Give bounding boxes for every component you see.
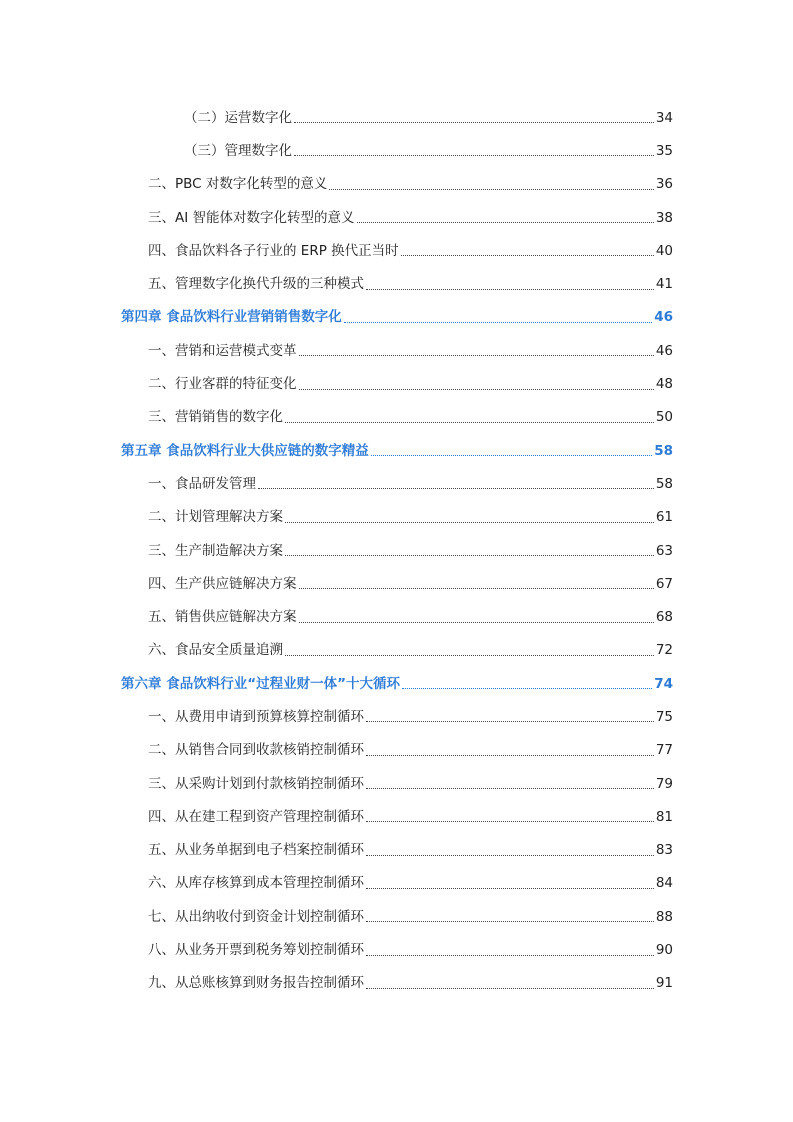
dot-leader — [366, 888, 654, 889]
toc-page-number: 90 — [655, 942, 673, 959]
dot-leader — [285, 555, 654, 556]
toc-entry-title: 六、食品安全质量追溯 — [148, 642, 283, 659]
dot-leader — [366, 921, 654, 922]
toc-entry[interactable] — [0, 467, 793, 500]
toc-entry[interactable] — [0, 800, 793, 833]
toc-entry[interactable] — [0, 700, 793, 733]
dot-leader — [366, 289, 654, 290]
dot-leader — [294, 155, 654, 156]
toc-entry-title: 二、PBC 对数字化转型的意义 — [148, 176, 328, 193]
toc-entry[interactable] — [0, 334, 793, 367]
toc-entry[interactable] — [0, 168, 793, 201]
toc-page-number: 38 — [655, 209, 673, 226]
toc-entry-title: 七、从出纳收付到资金计划控制循环 — [148, 908, 364, 925]
toc-entry[interactable] — [0, 501, 793, 534]
toc-page-number: 75 — [655, 708, 673, 725]
toc-entry[interactable] — [0, 867, 793, 900]
dot-leader — [258, 488, 654, 489]
toc-entry-title: 一、食品研发管理 — [148, 475, 256, 492]
toc-page-number: 81 — [655, 808, 673, 825]
toc-entry-title: 三、营销销售的数字化 — [148, 409, 283, 426]
toc-entry[interactable] — [0, 401, 793, 434]
toc-entry[interactable] — [0, 134, 793, 167]
dot-leader — [299, 355, 654, 356]
toc-entry-title: 二、计划管理解决方案 — [148, 509, 283, 526]
dot-leader — [285, 655, 654, 656]
toc-page-number: 77 — [655, 742, 673, 759]
toc-entry-title: 四、生产供应链解决方案 — [148, 575, 297, 592]
toc-page-number: 34 — [655, 109, 673, 126]
dot-leader — [371, 455, 653, 456]
toc-chapter-entry[interactable] — [0, 434, 793, 467]
toc-entry[interactable] — [0, 967, 793, 1000]
toc-entry[interactable] — [0, 734, 793, 767]
toc-entry-title: 第五章 食品饮料行业大供应链的数字精益 — [121, 442, 369, 459]
toc-entry-title: 第六章 食品饮料行业“过程业财一体”十大循环 — [121, 675, 400, 692]
toc-page-number: 61 — [655, 509, 673, 526]
toc-entry[interactable] — [0, 767, 793, 800]
dot-leader — [299, 622, 654, 623]
toc-entry[interactable] — [0, 101, 793, 134]
toc-entry-title: 第四章 食品饮料行业营销销售数字化 — [121, 309, 342, 326]
toc-entry[interactable] — [0, 834, 793, 867]
dot-leader — [285, 422, 654, 423]
toc-page-number: 58 — [655, 475, 673, 492]
toc-entry-title: （三）管理数字化 — [184, 142, 292, 159]
toc-entry[interactable] — [0, 267, 793, 300]
dot-leader — [402, 688, 652, 689]
dot-leader — [299, 389, 654, 390]
dot-leader — [366, 821, 654, 822]
toc-entry[interactable] — [0, 201, 793, 234]
toc-page-number: 50 — [655, 409, 673, 426]
dot-leader — [366, 721, 654, 722]
toc-entry-title: （二）运营数字化 — [184, 109, 292, 126]
dot-leader — [357, 222, 654, 223]
dot-leader — [329, 189, 653, 190]
toc-entry-title: 五、管理数字化换代升级的三种模式 — [148, 276, 364, 293]
dot-leader — [366, 955, 654, 956]
toc-page-number: 46 — [655, 342, 673, 359]
toc-page-number: 84 — [655, 875, 673, 892]
dot-leader — [344, 322, 653, 323]
toc-entry-title: 五、销售供应链解决方案 — [148, 609, 297, 626]
toc-entry-title: 九、从总账核算到财务报告控制循环 — [148, 975, 364, 992]
toc-entry-title: 三、AI 智能体对数字化转型的意义 — [148, 209, 355, 226]
toc-entry[interactable] — [0, 900, 793, 933]
toc-page-number: 35 — [655, 142, 673, 159]
toc-entry[interactable] — [0, 234, 793, 267]
toc-page-number: 88 — [655, 908, 673, 925]
toc-entry[interactable] — [0, 534, 793, 567]
toc-page-number: 68 — [655, 609, 673, 626]
toc-page-number: 58 — [654, 442, 673, 459]
dot-leader — [294, 122, 654, 123]
toc-entry[interactable] — [0, 933, 793, 966]
toc-page-number: 36 — [655, 176, 673, 193]
toc-entry-title: 三、生产制造解决方案 — [148, 542, 283, 559]
toc-entry-title: 四、食品饮料各子行业的 ERP 换代正当时 — [148, 242, 399, 259]
dot-leader — [366, 788, 654, 789]
toc-page-number: 79 — [655, 775, 673, 792]
toc-entry-title: 四、从在建工程到资产管理控制循环 — [148, 808, 364, 825]
toc-page-number: 67 — [655, 575, 673, 592]
dot-leader — [366, 755, 654, 756]
toc-page-number: 48 — [655, 376, 673, 393]
toc-entry[interactable] — [0, 567, 793, 600]
toc-page-number: 91 — [655, 975, 673, 992]
dot-leader — [285, 522, 654, 523]
toc-chapter-entry[interactable] — [0, 301, 793, 334]
toc-entry-title: 二、从销售合同到收款核销控制循环 — [148, 742, 364, 759]
toc-entry[interactable] — [0, 600, 793, 633]
table-of-contents — [0, 101, 793, 1000]
toc-entry-title: 六、从库存核算到成本管理控制循环 — [148, 875, 364, 892]
dot-leader — [366, 855, 654, 856]
dot-leader — [366, 988, 654, 989]
toc-entry-title: 一、营销和运营模式变革 — [148, 342, 297, 359]
toc-entry-title: 一、从费用申请到预算核算控制循环 — [148, 708, 364, 725]
toc-entry-title: 二、行业客群的特征变化 — [148, 376, 297, 393]
toc-page-number: 40 — [655, 242, 673, 259]
toc-entry-title: 三、从采购计划到付款核销控制循环 — [148, 775, 364, 792]
toc-page-number: 74 — [654, 675, 673, 692]
toc-entry-title: 八、从业务开票到税务筹划控制循环 — [148, 942, 364, 959]
dot-leader — [401, 255, 654, 256]
toc-entry-title: 五、从业务单据到电子档案控制循环 — [148, 842, 364, 859]
toc-page-number: 46 — [654, 309, 673, 326]
toc-entry[interactable] — [0, 634, 793, 667]
toc-page-number: 63 — [655, 542, 673, 559]
toc-page-number: 83 — [655, 842, 673, 859]
toc-entry[interactable] — [0, 367, 793, 400]
toc-page-number: 41 — [655, 276, 673, 293]
dot-leader — [299, 588, 654, 589]
toc-page-number: 72 — [655, 642, 673, 659]
toc-chapter-entry[interactable] — [0, 667, 793, 700]
